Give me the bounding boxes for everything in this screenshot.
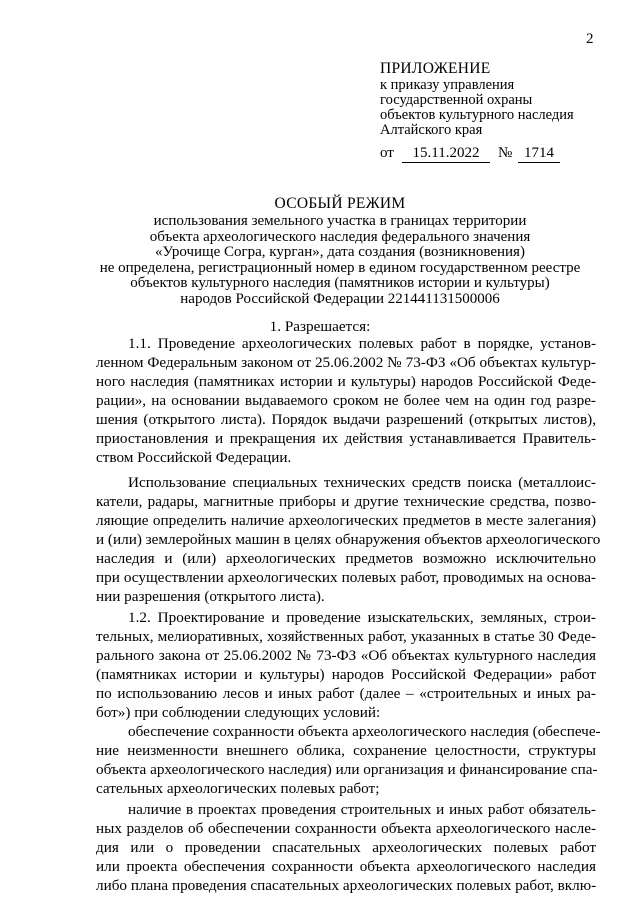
appendix-stamp (380, 60, 620, 164)
body-line: наличие в проектах проведения строительных и иных работ обязатель- (128, 801, 596, 818)
document-heading (90, 194, 590, 307)
heading-line: объекта археологического наследия федерального значения (149, 228, 531, 245)
body-line: обеспечение сохранности объекта археологического наследия (обеспече- (128, 723, 601, 740)
heading-line: народов Российской Федерации 221441131500006 (180, 290, 500, 307)
order-number-label: № (498, 145, 513, 161)
heading-line: объектов культурного наследия (памятников истории и культуры) (130, 275, 550, 291)
body-line: и (или) землеройных машин в целях обнаружения объектов археологического (96, 531, 601, 548)
body-line: бот») при соблюдении следующих условий: (96, 704, 381, 721)
body-line: Использование специальных технических средств поиска (металлоис- (128, 474, 596, 491)
body-line: по использованию лесов и иных работ (далее – «строительных и иных ра- (96, 685, 596, 702)
order-date: 15.11.2022 (402, 144, 490, 163)
body-line: рального закона от 25.06.2002 № 73-ФЗ «Об объектах культурного наследия (96, 647, 596, 664)
body-line: 1.1. Проведение археологических полевых работ в порядке, установ- (128, 335, 596, 352)
body-line: рации», на основании выдаваемого сроком не более чем на один год разре- (96, 392, 596, 409)
body-line: ние неизменности внешнего облика, сохранение целостности, структуры (96, 742, 596, 759)
order-reference (380, 144, 620, 164)
heading-line: «Урочище Согра, курган», дата создания (возникновения) (155, 244, 525, 260)
order-number: 1714 (518, 144, 560, 163)
body-line: ляющие определить наличие археологических предметов в месте залегания) (96, 512, 596, 529)
heading-title: ОСОБЫЙ РЕЖИМ (274, 195, 406, 212)
body-line: (памятниках истории и культуры) народов Российской Федерации» работ (96, 666, 596, 683)
body-line: тельных, мелиоративных, хозяйственных работ, указанных в статье 30 Феде- (96, 628, 596, 645)
body-line: ством Российской Федерации. (96, 449, 292, 466)
body-line: катели, радары, магнитные приборы и другие технические средства, позво- (96, 493, 596, 510)
appendix-line: к приказу управления (380, 77, 515, 93)
appendix-line: Алтайского края (380, 122, 483, 138)
body-line: или проекта обеспечения сохранности объекта археологического наследия (96, 858, 596, 875)
body-line: 1.2. Проектирование и проведение изыскательских, земляных, строи- (128, 609, 596, 626)
appendix-line: государственной охраны (380, 92, 533, 108)
body-line: приостановления и прекращения их действия устанавливается Правитель- (96, 430, 596, 447)
heading-line: использования земельного участка в границах территории (153, 213, 527, 229)
appendix-line: объектов культурного наследия (380, 107, 574, 123)
order-from-label: от (380, 145, 394, 161)
body-line: нии разрешения (открытого листа). (96, 588, 325, 605)
body-line: ного наследия (памятниках истории и культуры) народов Российской Феде- (96, 373, 596, 390)
body-line: дия или о проведении спасательных археологических полевых работ (96, 839, 596, 856)
heading-line: не определена, регистрационный номер в едином государственном реестре (99, 259, 581, 276)
body-line: объекта археологического наследия) или организация и финансирование спа- (96, 761, 598, 778)
body-line: сательных археологических полевых работ; (96, 780, 380, 797)
body-line: наследия и (или) археологических предметов возможно исключительно (96, 550, 596, 567)
appendix-title: ПРИЛОЖЕНИЕ (380, 60, 491, 77)
body-line: шения (открытого листа). Порядок выдачи разрешений (открытых листов), (96, 411, 596, 428)
body-line: либо плана проведения спасательных археологических полевых работ, вклю- (96, 877, 597, 894)
page-number: 2 (586, 31, 594, 47)
document-body (96, 334, 601, 895)
section-title: 1. Разрешается: (269, 318, 371, 335)
body-line: при осуществлении археологических полевых работ, проводимых на основа- (96, 569, 596, 586)
body-line: ных разделов об обеспечении сохранности объекта археологического насле- (96, 820, 596, 837)
body-line: ленном Федеральным законом от 25.06.2002 № 73-ФЗ «Об объектах культур- (96, 354, 596, 371)
